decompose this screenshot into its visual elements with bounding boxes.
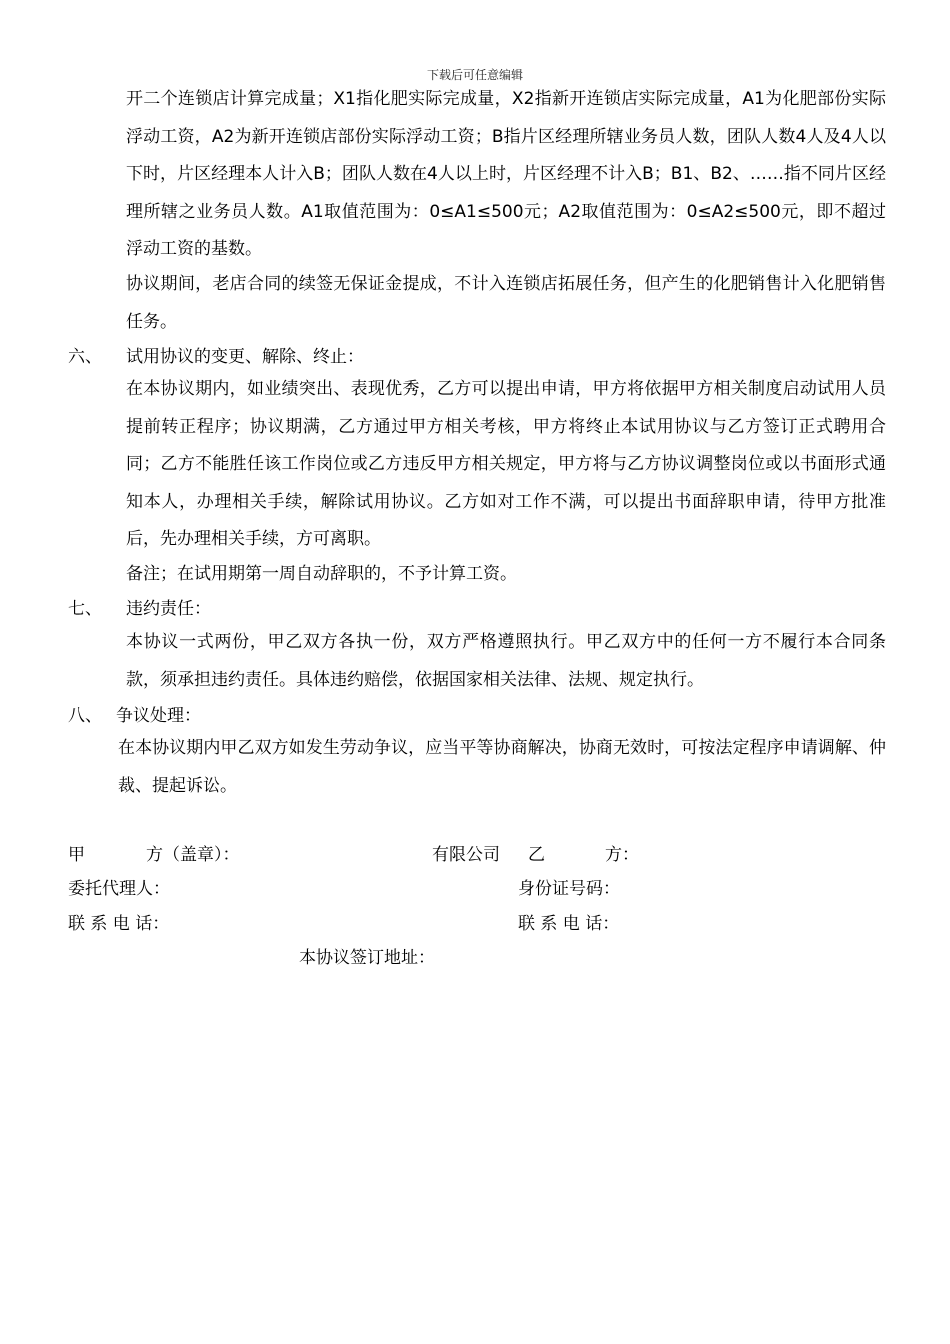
header-note: 下载后可任意编辑 — [426, 68, 523, 82]
agent-label: 委托代理人： — [68, 879, 170, 899]
section-8-title: 争议处理： — [116, 706, 201, 726]
company-suffix: 有限公司 — [432, 845, 500, 865]
party-b-label-1: 乙 — [528, 845, 545, 865]
id-number-label: 身份证号码： — [518, 879, 620, 899]
party-a-phone-label: 联 系 电 话： — [68, 914, 170, 934]
section-6-body: 在本协议期内，如业绩突出、表现优秀，乙方可以提出申请，甲方将依据甲方相关制度启动试用人员提前转正程序；协议期满，乙方通过甲方相关考核，甲方将终止本试用协议与乙方签订正式聘用合同；乙方不能胜任该工作岗位或乙方违反甲方相关规定，甲方将与乙方协议调整岗位或以书面形式通知本人，办理相关手续，解除试用协议。乙方如对工作不满，可以提出书面辞职申请，待甲方批准后，先办理相关手续，方可离职。 — [126, 379, 886, 549]
section-7-heading — [68, 591, 211, 629]
section-8-body: 在本协议期内甲乙双方如发生劳动争议，应当平等协商解决，协商无效时，可按法定程序申请调解、仲裁、提起诉讼。 — [118, 738, 886, 796]
section-7-body: 本协议一式两份，甲乙双方各执一份，双方严格遵照执行。甲乙双方中的任何一方不履行本合同条款，须承担违约责任。具体违约赔偿，依据国家相关法律、法规、规定执行。 — [126, 632, 886, 690]
section-7-number: 七、 — [68, 599, 102, 619]
section-6-note: 备注；在试用期第一周自动辞职的，不予计算工资。 — [126, 564, 517, 584]
party-b-phone-label: 联 系 电 话： — [518, 914, 620, 934]
section-7-title: 违约责任： — [126, 599, 211, 619]
continued-paragraph-formula: 开二个连锁店计算完成量；X1指化肥实际完成量，X2指新开连锁店实际完成量，A1为化肥部份实际浮动工资，A2为新开连锁店部份实际浮动工资；B指片区经理所辖业务员人数，团队人数4人及4人以下时，片区经理本人计入B；团队人数在4人以上时，片区经理不计入B；B1、B2、……指不同片区经理所辖之业务员人数。A1取值范围为：0≤A1≤500元；A2取值范围为：0≤A2≤500元，即不超过浮动工资的基数。 — [126, 89, 886, 259]
section-6-title: 试用协议的变更、解除、终止： — [126, 347, 364, 367]
section-8-number: 八、 — [68, 706, 102, 726]
continued-paragraph-renewal: 协议期间，老店合同的续签无保证金提成，不计入连锁店拓展任务，但产生的化肥销售计入化肥销售任务。 — [126, 274, 886, 332]
section-6-number: 六、 — [68, 347, 102, 367]
party-a-label-1: 甲 — [68, 845, 85, 865]
party-b-label-2: 方： — [605, 845, 639, 865]
party-a-label-2: 方（盖章）： — [146, 845, 240, 865]
signing-address-label: 本协议签订地址： — [299, 948, 435, 968]
